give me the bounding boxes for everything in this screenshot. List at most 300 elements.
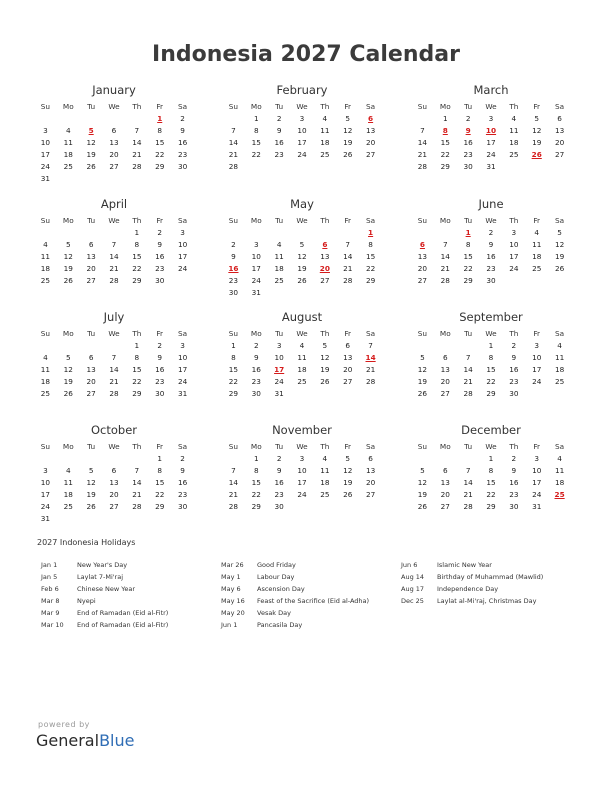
week-row — [411, 364, 571, 376]
holiday-name: Islamic New Year — [437, 561, 492, 569]
day: 12 — [63, 365, 73, 374]
holiday-name: Birthday of Muhammad (Mawlid) — [437, 573, 544, 581]
day: 4 — [322, 454, 328, 463]
day: 25 — [297, 377, 307, 386]
day: 16 — [509, 365, 519, 374]
day: 12 — [86, 138, 96, 147]
week-row — [411, 137, 571, 149]
day: 3 — [43, 466, 48, 475]
day: 19 — [532, 138, 542, 147]
day: 26 — [63, 276, 73, 285]
holiday-name: Feast of the Sacrifice (Eid al-Adha) — [257, 597, 370, 605]
holiday-date: Aug 17 — [401, 585, 425, 593]
weekday-label: Su — [417, 216, 428, 225]
week-row — [411, 477, 571, 489]
day: 30 — [155, 389, 165, 398]
day: 11 — [320, 126, 330, 135]
day: 26 — [86, 502, 96, 511]
day: 22 — [155, 490, 165, 499]
day: 5 — [534, 114, 540, 123]
day: 14 — [440, 252, 450, 261]
week-row — [222, 352, 382, 364]
day: 5 — [65, 353, 71, 362]
empty-day — [411, 227, 434, 239]
day: 1 — [231, 341, 236, 350]
week-row — [411, 113, 571, 125]
day: 14 — [132, 138, 142, 147]
month-name: November — [272, 423, 332, 437]
day: 6 — [88, 240, 94, 249]
month-days-grid — [222, 328, 382, 400]
day: 20 — [343, 365, 353, 374]
day: 18 — [509, 138, 519, 147]
empty-day — [434, 227, 457, 239]
day: 30 — [486, 276, 496, 285]
day: 15 — [132, 252, 142, 261]
day: 27 — [417, 276, 428, 285]
day: 5 — [322, 341, 328, 350]
weekday-label: Mo — [62, 442, 74, 451]
empty-day — [548, 275, 571, 287]
day: 31 — [40, 514, 51, 523]
day: 13 — [417, 252, 428, 261]
day: 11 — [554, 353, 565, 362]
weekday-label: Mo — [439, 216, 451, 225]
weekday-header-row — [222, 441, 382, 453]
holiday-date: Mar 8 — [41, 597, 60, 605]
day: 14 — [417, 138, 428, 147]
month-january — [34, 82, 194, 185]
day: 14 — [132, 478, 142, 487]
weekday-label: We — [296, 329, 308, 338]
day: 12 — [417, 365, 428, 374]
month-name: May — [290, 197, 314, 211]
weekday-label: Tu — [275, 216, 284, 225]
day: 3 — [299, 454, 305, 463]
empty-day — [34, 453, 57, 465]
day: 24 — [274, 377, 284, 386]
day: 16 — [177, 138, 188, 147]
empty-day — [80, 453, 103, 465]
empty-day — [268, 227, 291, 239]
day: 12 — [343, 126, 353, 135]
day: 8 — [465, 240, 471, 249]
month-name: June — [478, 197, 504, 211]
day: 19 — [343, 138, 353, 147]
week-row — [411, 149, 571, 161]
empty-day — [80, 340, 103, 352]
week-row — [411, 489, 571, 501]
day: 5 — [88, 466, 94, 475]
day: 23 — [228, 276, 239, 285]
day: 2 — [511, 341, 517, 350]
weekday-label: Mo — [439, 329, 451, 338]
weekday-label: Mo — [62, 216, 74, 225]
week-row — [222, 227, 382, 239]
day: 13 — [86, 252, 96, 261]
holiday-date: Mar 10 — [41, 621, 64, 629]
empty-day — [313, 227, 336, 239]
week-row — [222, 388, 382, 400]
day: 26 — [554, 264, 565, 273]
day: 3 — [180, 228, 185, 237]
week-row — [34, 364, 194, 376]
day: 4 — [43, 240, 48, 249]
day: 3 — [299, 114, 305, 123]
day: 23 — [274, 490, 284, 499]
holiday-name: Nyepi — [77, 597, 96, 605]
day: 4 — [299, 341, 305, 350]
day: 29 — [155, 162, 165, 171]
day: 1 — [157, 454, 163, 463]
weekday-label: Sa — [555, 102, 565, 111]
weekday-label: Su — [40, 442, 51, 451]
weekday-label: Tu — [275, 102, 284, 111]
day: 16 — [509, 478, 519, 487]
day: 14 — [228, 138, 239, 147]
day: 26 — [297, 276, 307, 285]
generalblue-logo[interactable] — [36, 731, 134, 750]
month-name: October — [90, 423, 138, 437]
day: 2 — [180, 114, 185, 123]
empty-day — [336, 161, 359, 173]
day: 18 — [554, 478, 565, 487]
weekday-label: Sa — [366, 442, 376, 451]
day: 24 — [40, 162, 51, 171]
day: 21 — [463, 490, 473, 499]
day: 12 — [86, 478, 96, 487]
day: 15 — [486, 478, 496, 487]
day: 29 — [132, 389, 142, 398]
day: 30 — [251, 389, 261, 398]
weekday-label: Sa — [366, 102, 376, 111]
empty-day — [222, 113, 245, 125]
weekday-label: We — [108, 216, 120, 225]
week-row — [411, 251, 571, 263]
day: 28 — [440, 276, 450, 285]
day: 27 — [440, 389, 450, 398]
empty-day — [80, 173, 103, 185]
day: 25 — [40, 276, 51, 285]
holiday-day: 17 — [274, 365, 285, 374]
month-days-grid — [411, 441, 571, 513]
empty-day — [103, 173, 126, 185]
week-row — [34, 239, 194, 251]
weekday-label: Th — [509, 102, 519, 111]
month-days-grid — [222, 101, 382, 173]
day: 19 — [297, 264, 307, 273]
day: 3 — [488, 114, 494, 123]
day: 6 — [88, 353, 94, 362]
weekday-label: We — [485, 216, 497, 225]
week-row — [222, 161, 382, 173]
day: 26 — [86, 162, 96, 171]
day: 28 — [343, 276, 353, 285]
day: 16 — [274, 138, 284, 147]
holiday-item — [221, 607, 369, 619]
empty-day — [125, 113, 148, 125]
holiday-day: 26 — [531, 150, 542, 159]
empty-day — [502, 275, 525, 287]
day: 29 — [463, 276, 473, 285]
empty-day — [268, 161, 291, 173]
weekday-header-row — [34, 101, 194, 113]
day: 8 — [488, 353, 494, 362]
week-row — [222, 125, 382, 137]
holiday-name: Laylat 7-Mi'raj — [77, 573, 123, 581]
day: 10 — [177, 240, 188, 249]
week-row — [34, 113, 194, 125]
weekday-label: Su — [417, 329, 428, 338]
day: 10 — [297, 126, 307, 135]
weekday-label: Sa — [366, 216, 376, 225]
day: 29 — [132, 276, 142, 285]
week-row — [34, 513, 194, 525]
day: 17 — [509, 252, 519, 261]
day: 19 — [343, 478, 353, 487]
day: 20 — [365, 138, 376, 147]
day: 13 — [554, 126, 565, 135]
day: 4 — [557, 341, 562, 350]
day: 4 — [511, 114, 517, 123]
day: 13 — [320, 252, 330, 261]
day: 11 — [320, 466, 330, 475]
day: 16 — [177, 478, 188, 487]
day: 5 — [299, 240, 305, 249]
day: 7 — [134, 126, 140, 135]
day: 11 — [554, 466, 565, 475]
holiday-date: Jun 6 — [401, 561, 418, 569]
week-row — [34, 388, 194, 400]
empty-day — [57, 227, 80, 239]
day: 4 — [43, 353, 48, 362]
day: 2 — [276, 454, 282, 463]
weekday-label: Tu — [87, 216, 96, 225]
empty-day — [103, 453, 126, 465]
week-row — [411, 263, 571, 275]
day: 25 — [63, 502, 73, 511]
day: 17 — [486, 138, 496, 147]
day: 22 — [365, 264, 376, 273]
day: 17 — [177, 252, 188, 261]
holiday-item — [401, 571, 543, 583]
day: 22 — [132, 264, 142, 273]
empty-day — [548, 388, 571, 400]
day: 17 — [177, 365, 188, 374]
weekday-label: We — [296, 216, 308, 225]
month-december — [411, 422, 571, 513]
weekday-label: We — [108, 442, 120, 451]
empty-day — [548, 501, 571, 513]
weekday-label: Th — [132, 216, 142, 225]
empty-day — [291, 227, 314, 239]
day: 1 — [134, 341, 140, 350]
day: 23 — [486, 264, 496, 273]
weekday-label: Fr — [533, 216, 541, 225]
day: 1 — [442, 114, 448, 123]
day: 7 — [368, 341, 373, 350]
day: 24 — [40, 502, 51, 511]
day: 18 — [297, 365, 307, 374]
week-row — [34, 173, 194, 185]
weekday-label: We — [296, 102, 308, 111]
day: 7 — [111, 353, 117, 362]
weekday-label: Mo — [250, 329, 262, 338]
month-march — [411, 82, 571, 173]
week-row — [34, 263, 194, 275]
month-name: August — [281, 310, 323, 324]
holiday-name: Laylat al-Mi'raj, Christmas Day — [437, 597, 537, 605]
weekday-label: Sa — [178, 329, 188, 338]
week-row — [34, 376, 194, 388]
day: 26 — [417, 502, 428, 511]
day: 31 — [251, 288, 261, 297]
day: 16 — [486, 252, 496, 261]
week-row — [222, 263, 382, 275]
day: 1 — [134, 228, 140, 237]
holiday-item — [221, 595, 369, 607]
weekday-label: Su — [417, 442, 428, 451]
day: 1 — [253, 454, 259, 463]
day: 6 — [111, 126, 117, 135]
holiday-column — [41, 559, 168, 631]
empty-day — [548, 161, 571, 173]
weekday-label: Sa — [555, 216, 565, 225]
day: 14 — [343, 252, 353, 261]
month-days-grid — [222, 215, 382, 299]
week-row — [411, 239, 571, 251]
day: 24 — [509, 264, 519, 273]
empty-day — [125, 453, 148, 465]
week-row — [411, 352, 571, 364]
week-row — [222, 364, 382, 376]
day: 28 — [109, 389, 119, 398]
day: 11 — [63, 138, 73, 147]
holiday-day: 6 — [419, 240, 425, 249]
day: 26 — [417, 389, 428, 398]
week-row — [222, 239, 382, 251]
day: 24 — [532, 377, 542, 386]
day: 27 — [86, 389, 96, 398]
holiday-date: Mar 9 — [41, 609, 60, 617]
day: 31 — [177, 389, 188, 398]
holiday-date: Mar 26 — [221, 561, 244, 569]
holiday-item — [41, 595, 168, 607]
empty-day — [411, 113, 434, 125]
day: 15 — [365, 252, 376, 261]
holiday-date: Feb 6 — [41, 585, 59, 593]
day: 8 — [134, 353, 140, 362]
day: 11 — [40, 252, 51, 261]
day: 6 — [442, 466, 448, 475]
day: 24 — [177, 264, 188, 273]
empty-day — [291, 287, 314, 299]
day: 22 — [155, 150, 165, 159]
month-name: April — [100, 197, 128, 211]
day: 23 — [155, 377, 165, 386]
month-days-grid — [411, 328, 571, 400]
day: 18 — [40, 264, 51, 273]
day: 15 — [132, 365, 142, 374]
month-name: March — [473, 83, 509, 97]
day: 14 — [463, 365, 473, 374]
empty-day — [313, 388, 336, 400]
day: 31 — [274, 389, 284, 398]
day: 2 — [253, 341, 259, 350]
day: 7 — [442, 240, 448, 249]
day: 9 — [180, 466, 185, 475]
month-days-grid — [34, 101, 194, 185]
day: 2 — [465, 114, 471, 123]
day: 9 — [157, 353, 163, 362]
holiday-item — [401, 595, 543, 607]
holiday-name: Labour Day — [257, 573, 295, 581]
weekday-label: Su — [40, 329, 51, 338]
day: 13 — [440, 478, 450, 487]
day: 21 — [109, 377, 119, 386]
day: 28 — [365, 377, 376, 386]
day: 4 — [65, 126, 71, 135]
day: 18 — [320, 478, 330, 487]
holiday-item — [41, 607, 168, 619]
holiday-item — [221, 583, 369, 595]
day: 20 — [440, 377, 450, 386]
day: 22 — [132, 377, 142, 386]
day: 19 — [417, 490, 428, 499]
holiday-day: 5 — [88, 126, 94, 135]
month-april — [34, 196, 194, 287]
empty-day — [57, 340, 80, 352]
empty-day — [34, 227, 57, 239]
holiday-name: Vesak Day — [257, 609, 291, 617]
weekday-label: Mo — [250, 216, 262, 225]
holiday-day: 6 — [368, 114, 374, 123]
empty-day — [125, 513, 148, 525]
day: 8 — [157, 126, 163, 135]
empty-day — [103, 340, 126, 352]
day: 31 — [486, 162, 496, 171]
day: 23 — [509, 490, 519, 499]
week-row — [34, 489, 194, 501]
day: 5 — [420, 466, 425, 475]
week-row — [222, 477, 382, 489]
day: 12 — [417, 478, 428, 487]
empty-day — [336, 388, 359, 400]
empty-day — [57, 513, 80, 525]
week-row — [411, 376, 571, 388]
day: 15 — [155, 138, 165, 147]
day: 9 — [276, 466, 282, 475]
day: 10 — [177, 353, 188, 362]
day: 4 — [557, 454, 562, 463]
holiday-day: 1 — [157, 114, 163, 123]
weekday-label: Tu — [87, 102, 96, 111]
holiday-name: End of Ramadan (Eid al-Fitr) — [77, 609, 169, 617]
week-row — [222, 137, 382, 149]
day: 4 — [65, 466, 71, 475]
empty-day — [125, 173, 148, 185]
day: 3 — [253, 240, 259, 249]
brand-part-blue: Blue — [99, 731, 135, 750]
week-row — [34, 251, 194, 263]
holiday-name: Ascension Day — [257, 585, 305, 593]
day: 28 — [417, 162, 428, 171]
day: 2 — [231, 240, 236, 249]
empty-day — [434, 340, 457, 352]
day: 23 — [274, 150, 284, 159]
empty-day — [171, 513, 194, 525]
day: 14 — [463, 478, 473, 487]
